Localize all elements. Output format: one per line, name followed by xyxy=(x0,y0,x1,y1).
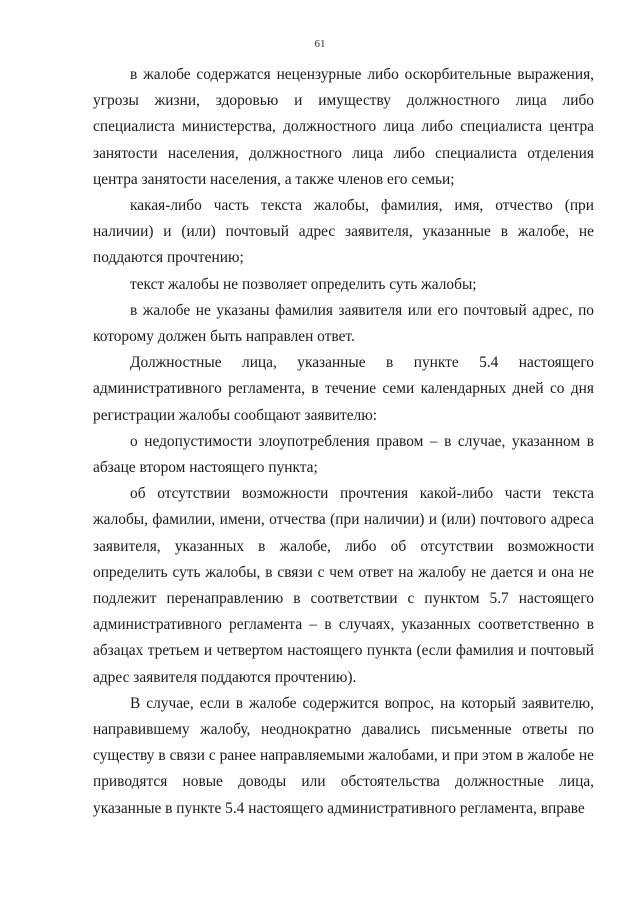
paragraph-unreadable-text: какая-либо часть текста жалобы, фамилия, имя, отчество (при наличии) и (или) почтовый адрес заявителя, указанные в жалобе, не поддаются прочтению; xyxy=(93,197,594,267)
paragraph-no-name-address: в жалобе не указаны фамилия заявителя или его почтовый адрес, по которому должен быть направлен ответ. xyxy=(93,301,594,346)
paragraph-essence-undetermined: текст жалобы не позволяет определить суть жалобы; xyxy=(130,275,477,293)
document-body xyxy=(93,62,594,822)
page-number: 61 xyxy=(314,38,326,50)
paragraph-abuse-of-right: о недопустимости злоупотребления правом – в случае, указанном в абзаце втором настоящего пункта; xyxy=(93,432,594,477)
paragraph-repeated-question: В случае, если в жалобе содержится вопрос, на который заявителю, направившему жалобу, неоднократно давались письменные ответы по существу в связи с ранее направляемыми жалобами, и при этом в жалобе не приводятся новые доводы или обстоятельства должностные лица, указанные в пункте 5.4 настоящего административного регламента, вправе xyxy=(93,694,594,817)
paragraph-officials-notify: Должностные лица, указанные в пункте 5.4 настоящего административного регламента, в течение семи календарных дней со дня регистрации жалобы сообщают заявителю: xyxy=(93,354,594,424)
paragraph-no-possibility-reading: об отсутствии возможности прочтения какой-либо части текста жалобы, фамилии, имени, отчества (при наличии) и (или) почтового адреса заявителя, указанных в жалобе, либо об отсутствии возможности определить суть жалобы, в связи с чем ответ на жалобу не дается и она не подлежит перенаправлению в соответствии с пунктом 5.7 настоящего административного регламента – в случаях, указанных соответственно в абзацах третьем и четвертом настоящего пункта (если фамилия и почтовый адрес заявителя поддаются прочтению). xyxy=(93,485,594,686)
paragraph-obscene-content: в жалобе содержатся нецензурные либо оскорбительные выражения, угрозы жизни, здоровью и имуществу должностного лица либо специалиста министерства, должностного лица либо специалиста центра занятости населения, должностного лица либо специалиста отделения центра занятости населения, а также членов его семьи; xyxy=(93,66,594,188)
